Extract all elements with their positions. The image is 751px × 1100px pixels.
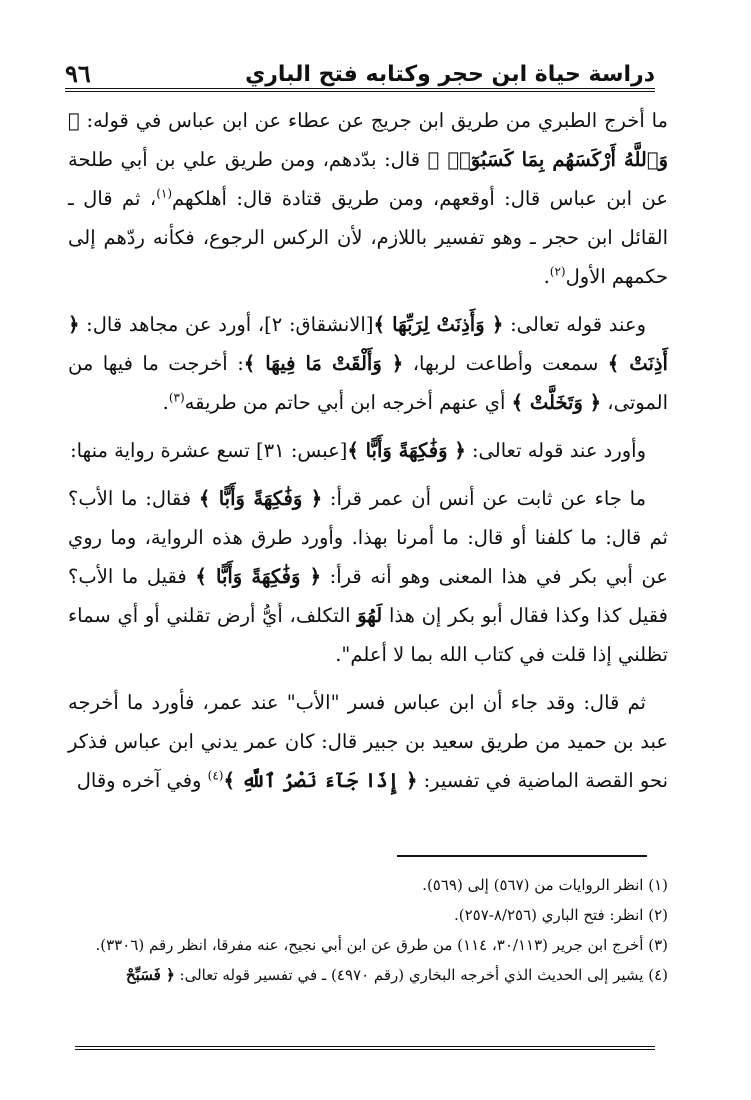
paragraph [68,101,668,296]
quran-verse: ﴿ وَفَٰكِهَةً وَأَبًّا ﴾ [198,487,323,510]
page-header [65,52,655,86]
footnote [68,960,668,990]
text-run: فقيل ما الأب؟ فقيل كذا وكذا فقال أبو بكر إن هذا [68,565,668,627]
footnotes [68,870,668,990]
paragraph [68,305,668,422]
text-run: ثم قال: وقد جاء أن ابن عباس فسر "الأب" عند عمر، فأورد ما أخرجه عبد بن حميد من طريق سعيد بن جبير قال: كان عمر يدني ابن عباس فذكر نحو القصة الماضية في تفسير: [68,691,668,792]
running-title: دراسة حياة ابن حجر وكتابه فتح الباري [245,62,655,87]
footnote [68,930,668,960]
footnote-marker: (٢) [549,264,566,279]
bottom-rule [75,1046,655,1050]
text-run: وفي آخره وقال [76,769,208,792]
text-run: : أخرجت ما فيها من الموتى، [68,352,668,414]
quran-verse: ﴿ إِذَا جَآءَ نَصْرُ ٱللَّهِ ﴾ [223,769,418,792]
text-run: . [162,391,169,414]
text-run: [الانشقاق: ٢]، أورد عن مجاهد قال: [79,313,374,336]
quran-verse: ﴿ وَتَخَلَّتْ ﴾ [511,391,602,414]
quran-verse: لَهُوَ [357,604,383,627]
text-run: أي عنهم أخرجه ابن أبي حاتم من طريقه [184,391,512,414]
text-run: (٢) انظر: فتح الباري (٨/٢٥٦-٢٥٧). [453,906,668,924]
text-run: قال: بدّدهم، ومن طريق علي بن أبي طلحة عن ابن عباس قال: أوقعهم، ومن طريق قتادة قال: أهلكهم [68,148,668,210]
quran-verse: ﴿ وَفَٰكِهَةً وَأَبًّا ﴾ [347,439,466,462]
text-run: (٣) أخرج ابن جرير (٣٠/١١٣، ١١٤) من طرق عن ابن أبي نجيح، عنه مفرقا، انظر رقم (٣٣٠٦). [95,936,668,954]
page-number: ٩٦ [65,59,91,88]
footnote-marker: (٣) [168,390,185,405]
footnote-marker: (١) [156,186,173,201]
paragraph [68,683,668,800]
paragraph [68,479,668,674]
footnote-marker: (٤) [207,768,224,783]
quran-verse: ﴿ وَٱللَّهُ أَرْكَسَهُم بِمَا كَسَبُوٓا۟ ﴾ [68,109,668,171]
text-run: فقال: ما الأب؟ ثم قال: ما كلفنا أو قال: ما أمرنا بهذا. وأورد طرق هذه الرواية، وما روي عن أبي بكر في هذا المعنى وهو أنه قرأ: [68,487,668,588]
text-run: . [543,265,550,288]
footnote [68,900,668,930]
text-run: سمعت وأطاعت لربها، [403,352,608,375]
quran-verse: ﴿ أَذِنَتْ ﴾ [68,313,668,375]
text-run: (٤) يشير إلى الحديث الذي أخرجه البخاري (رقم ٤٩٧٠) ـ في تفسير قوله تعالى: [174,966,668,984]
paragraph [68,431,668,470]
text-run: ، ثم قال ـ القائل ابن حجر ـ وهو تفسير باللازم، لأن الركس الرجوع، فكأنه ردّهم إلى حكمهم الأول [68,187,668,288]
text-run: وأورد عند قوله تعالى: [465,439,646,462]
text-run: [عبس: ٣١] تسع عشرة رواية منها: [70,439,348,462]
header-rule [65,88,655,92]
main-text [68,101,668,800]
text-run: ما جاء عن ثابت عن أنس أن عمر قرأ: [322,487,647,510]
text-run: ما أخرج الطبري من طريق ابن جريج عن عطاء عن ابن عباس في قوله: [79,109,668,132]
footnote-separator [397,855,647,857]
text-run: التكلف، أيُّ أرض تقلني أو أي سماء تظلني إذا قلت في كتاب الله بما لا أعلم". [68,604,668,666]
footnote [68,870,668,900]
quran-verse: ﴿ وَفَٰكِهَةً وَأَبًّا ﴾ [195,565,322,588]
quran-verse: ﴿ فَسَبِّحْ [126,966,175,984]
text-run: (١) انظر الروايات من (٥٦٧) إلى (٥٦٩). [422,876,668,894]
text-run: وعند قوله تعالى: [503,313,646,336]
quran-verse: ﴿ وَأَذِنَتْ لِرَبِّهَا ﴾ [373,313,504,336]
quran-verse: ﴿ وَأَلْقَتْ مَا فِيهَا ﴾ [243,352,404,375]
